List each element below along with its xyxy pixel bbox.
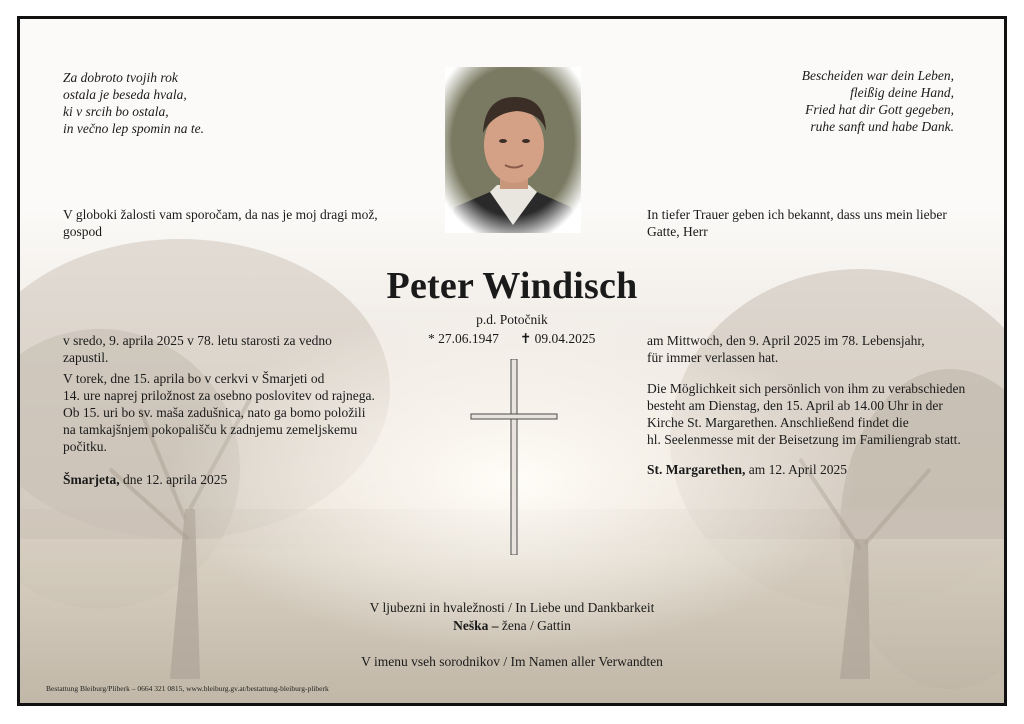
funeral-home-footer: Bestattung Bleiburg/Pliberk – 0664 321 0815, www.bleiburg.gv.at/bestattung-bleiburg-pliberk [46,684,329,693]
place-date-german [647,461,847,478]
intro-slovenian: V globoki žalosti vam sporočam, da nas je moj dragi mož, gospod [63,207,378,239]
place-slovenian: Šmarjeta, [63,472,120,487]
funeral-info-slovenian: V torek, dne 15. aprila bo v cerkvi v Šmarjeti od 14. ure naprej priložnost za osebno poslovitev od rajnega. Ob 15. uri bo sv. maša zadušnica, nato ga bomo položili na tamkajšnjem pokopališču k zadnjemu zemeljskemu počitku. [63,371,375,454]
death-notice-german: am Mittwoch, den 9. April 2025 im 78. Lebensjahr, für immer verlassen hat. [647,333,925,365]
widow-name: Neška – [453,618,499,633]
intro-german: In tiefer Trauer geben ich bekannt, dass uns mein lieber Gatte, Herr [647,207,947,239]
obituary-card [17,16,1007,706]
death-notice-slovenian: v sredo, 9. aprila 2025 v 78. letu starosti za vedno zapustil. [63,333,332,365]
slovenian-poem: Za dobroto tvojih rok ostala je beseda hvala, ki v srcih bo ostala, in večno lep spomin na te. [63,70,204,136]
cross-icon [469,359,559,555]
birth-date: * 27.06.1947 [428,331,499,346]
death-date: ✝ 09.04.2025 [520,331,596,346]
place-german: St. Margarethen, [647,462,746,477]
place-date-slovenian [63,471,227,488]
funeral-info-german: Die Möglichkeit sich persönlich von ihm zu verabschieden besteht am Dienstag, den 15. April ab 14.00 Uhr in der Kirche St. Margarethen. Anschließend findet die hl. Seelenmesse mit der Beisetzung im Familiengrab statt. [647,381,966,447]
closing-line: V ljubezni in hvaležnosti / In Liebe und Dankbarkeit [369,600,655,615]
deceased-name: Peter Windisch [386,265,638,307]
date-german: am 12. April 2025 [745,462,847,477]
german-poem: Bescheiden war dein Leben, fleißig deine Hand, Fried hat dir Gott gegeben, ruhe sanft und habe Dank. [801,68,954,134]
date-slovenian: dne 12. aprila 2025 [119,472,228,487]
house-name: p.d. Potočnik [476,312,548,327]
relatives-line: V imenu vseh sorodnikov / Im Namen aller Verwandten [361,654,663,669]
portrait-photo [445,67,581,233]
widow-role: žena / Gattin [498,618,571,633]
widow-line [20,617,1004,634]
